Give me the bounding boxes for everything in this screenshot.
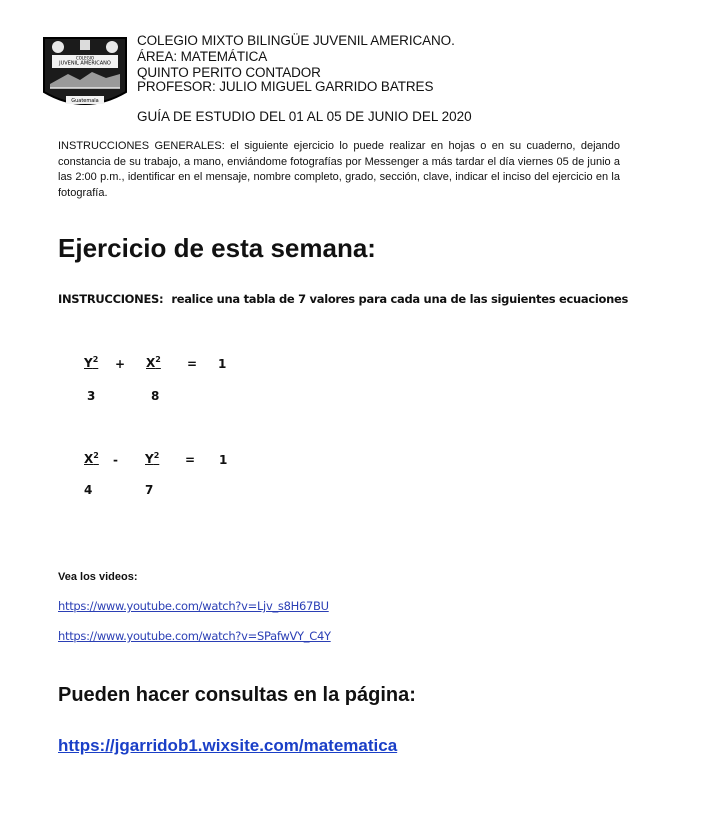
svg-text:Guatemala: Guatemala xyxy=(71,98,99,104)
equation1-term2: $X^2$ xyxy=(146,355,161,370)
consult-title: Pueden hacer consultas en la página: xyxy=(58,684,416,706)
equation2-operator: - xyxy=(113,453,118,467)
exercise-instructions xyxy=(58,292,628,306)
task-text: realice una tabla de 7 valores para cada una de las siguientes ecuaciones xyxy=(171,292,629,306)
subject-area: ÁREA: MATEMÁTICA xyxy=(137,49,268,64)
equation1-equals: = xyxy=(187,357,198,371)
teacher: PROFESOR: JULIO MIGUEL GARRIDO BATRES xyxy=(137,79,434,94)
equation2-term1: $X^2$ xyxy=(84,451,99,466)
general-instructions: INSTRUCCIONES GENERALES: el siguiente ejercicio lo puede realizar en hojas o en su cuaderno, dejando constancia de su trabajo, a mano, enviándome fotografías por Messenger a más tardar el día viernes 05 de junio a las 2:00 p.m., identificar en el mensaje, nombre completo, grado, sección, clave, indicar el inciso del ejercicio en la fotografía. xyxy=(58,140,620,199)
grade: QUINTO PERITO CONTADOR xyxy=(137,65,321,80)
equation2-denominator2: 7 xyxy=(145,483,154,497)
task-label: INSTRUCCIONES: xyxy=(58,292,164,306)
video-link-2[interactable]: https://www.youtube.com/watch?v=SPafwVY_C4Y xyxy=(58,629,331,643)
equation2-denominator1: 4 xyxy=(84,483,93,497)
exercise-title: Ejercicio de esta semana: xyxy=(58,233,376,263)
equation2-equals: = xyxy=(185,453,196,467)
equation2-rhs: 1 xyxy=(219,453,228,467)
equation1-denominator1: 3 xyxy=(87,389,96,403)
videos-label: Vea los videos: xyxy=(58,571,138,583)
equation2-term2: $Y^2$ xyxy=(145,451,160,466)
guide-title: GUÍA DE ESTUDIO DEL 01 AL 05 DE JUNIO DEL 2020 xyxy=(137,109,472,124)
svg-text:COLEGIO: COLEGIO xyxy=(75,55,95,61)
school-logo xyxy=(42,36,128,112)
school-name: COLEGIO MIXTO BILINGÜE JUVENIL AMERICANO. xyxy=(137,33,455,48)
equation1-operator: + xyxy=(115,357,126,371)
equation1-denominator2: 8 xyxy=(151,389,160,403)
video-link-1[interactable]: https://www.youtube.com/watch?v=Ljv_s8H67BU xyxy=(58,599,329,613)
equation1-term1: $Y^2$ xyxy=(84,355,99,370)
consult-site-link[interactable]: https://jgarridob1.wixsite.com/matematica xyxy=(58,736,398,755)
svg-text:JUVENIL AMERICANO: JUVENIL AMERICANO xyxy=(59,60,111,67)
equation1-rhs: 1 xyxy=(218,357,227,371)
